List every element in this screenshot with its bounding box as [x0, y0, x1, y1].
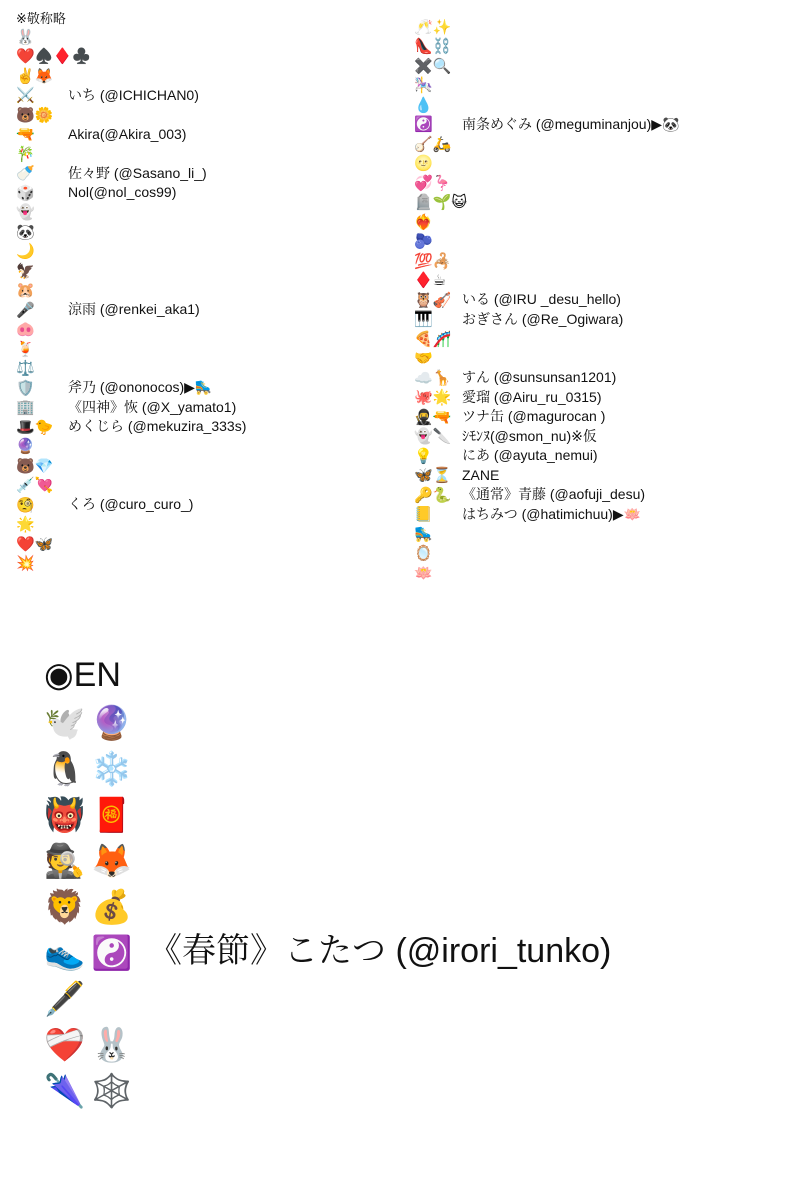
member-row [16, 476, 91, 496]
member-row [414, 212, 467, 232]
member-emoji-icon: 🔫 [16, 126, 35, 144]
member-row [414, 485, 646, 505]
member-emoji-icon: 💡 [414, 447, 433, 465]
member-emoji-icon: 🏢 [16, 399, 35, 417]
member-row [414, 407, 606, 427]
member-emoji-icon: 🍼 [16, 165, 35, 183]
member-row [16, 456, 91, 476]
member-row [414, 505, 642, 525]
member-row [16, 437, 91, 457]
member-row [16, 281, 91, 301]
member-emoji-icon: ⚔️ [16, 87, 35, 105]
member-emoji-icon: 🎋 [16, 145, 35, 163]
member-emoji-icon: 🪞 [414, 545, 433, 563]
member-name: 《春節》こたつ (@irori_tunko) [148, 932, 612, 970]
member-emoji-icon: 🎲 [16, 184, 35, 202]
member-row [414, 134, 467, 154]
member-row [16, 47, 91, 67]
member-name: はちみつ (@hatimichuu)▶︎🪷 [462, 505, 642, 522]
member-row [16, 554, 91, 574]
member-emoji-icon: 💉💘 [16, 477, 54, 495]
member-emoji-icon: 👟☯️ [44, 934, 139, 972]
member-row [16, 495, 194, 515]
member-name: すん (@sunsunsan1201) [462, 369, 617, 385]
member-row [414, 349, 467, 369]
member-emoji-icon: ❤️‍🔥 [414, 213, 433, 231]
member-emoji-icon: ☯️ [414, 116, 433, 134]
member-emoji-icon: 🪕🛵 [414, 135, 452, 153]
member-emoji-icon: 🕵️🦊 [44, 842, 139, 880]
member-row [414, 446, 598, 466]
member-emoji-icon: 💧 [414, 96, 433, 114]
member-row [44, 974, 138, 1020]
member-row [414, 251, 467, 271]
member-row [414, 427, 597, 447]
member-row [44, 1066, 138, 1112]
member-emoji-icon: 🎠 [414, 77, 433, 95]
member-emoji-icon: 🫐 [414, 233, 433, 251]
member-name: ZANE [462, 466, 500, 483]
member-name: 愛瑠 (@Airu_ru_0315) [462, 388, 602, 405]
member-row [414, 388, 602, 408]
left-member-list [16, 27, 247, 573]
member-emoji-icon: 🐽 [16, 321, 35, 339]
member-emoji-icon: 🐙🌟 [414, 389, 452, 407]
member-row [414, 193, 467, 213]
member-row [414, 368, 617, 388]
member-row [16, 222, 91, 242]
member-name: いる (@IRU _desu_hello) [462, 291, 621, 307]
member-name: いち (@ICHICHAN0) [68, 86, 199, 103]
member-row [16, 359, 91, 379]
en-title: ◉EN [44, 656, 121, 694]
member-row [16, 203, 91, 223]
member-row [16, 339, 91, 359]
member-row [16, 105, 91, 125]
member-emoji-icon: 🪷 [414, 564, 433, 582]
member-emoji-icon: 🧐 [16, 496, 35, 514]
member-name: 《通常》青藤 (@aofuji_desu) [462, 486, 646, 502]
member-row [16, 300, 200, 320]
member-emoji-icon: ❤️‍🩹🐰 [44, 1026, 139, 1064]
member-row [16, 398, 237, 418]
member-row [16, 515, 91, 535]
member-emoji-icon: ⚖️ [16, 360, 35, 378]
member-row [414, 17, 467, 37]
member-emoji-icon: 🔑🐍 [414, 486, 452, 504]
member-name: 佐々野 (@Sasano_li_) [68, 164, 207, 181]
member-emoji-icon: 🖋️ [44, 980, 92, 1018]
member-emoji-icon: 🐼 [16, 223, 35, 241]
member-name: おぎさん (@Re_Ogiwara) [462, 310, 624, 327]
member-emoji-icon: 🐹 [16, 282, 35, 300]
member-emoji-icon: 🐧❄️ [44, 750, 139, 788]
member-emoji-icon: ❤️♠️♦️♣️ [16, 48, 91, 66]
member-emoji-icon: 🐰 [16, 28, 35, 46]
member-name: ｼﾓﾝﾇ(@smon_nu)※仮 [462, 427, 597, 444]
member-name: Nol(@nol_cos99) [68, 184, 177, 200]
member-emoji-icon: 🎹 [414, 311, 433, 329]
member-emoji-icon: 🪦🌱😺 [414, 194, 467, 212]
member-emoji-icon: 🦁💰 [44, 888, 139, 926]
member-emoji-icon: 🤝 [414, 350, 433, 368]
member-row [44, 1020, 138, 1066]
member-emoji-icon: 👻 [16, 204, 35, 222]
member-emoji-icon: 💯🦂 [414, 252, 452, 270]
right-member-list [414, 17, 680, 583]
member-emoji-icon: 🎤 [16, 301, 35, 319]
member-emoji-icon: 👻🔪 [414, 428, 452, 446]
member-row [414, 329, 467, 349]
member-row [414, 37, 467, 57]
member-row [44, 928, 612, 974]
member-row [44, 836, 138, 882]
en-member-list [44, 698, 612, 1112]
member-emoji-icon: 🦉🎻 [414, 291, 452, 309]
member-row [414, 466, 500, 486]
member-row [16, 27, 91, 47]
member-emoji-icon: 💞🦩 [414, 174, 452, 192]
member-emoji-icon: 🕊️🔮 [44, 704, 139, 742]
member-row [16, 125, 187, 145]
member-name: 涼雨 (@renkei_aka1) [68, 301, 200, 317]
member-row [44, 744, 138, 790]
member-emoji-icon: 🥂✨ [414, 18, 452, 36]
member-row [16, 183, 177, 203]
member-emoji-icon: 🐻🌼 [16, 106, 54, 124]
member-emoji-icon: 📒 [414, 506, 433, 524]
member-row [414, 173, 467, 193]
member-name: 《四神》恢 (@X_yamato1) [68, 398, 237, 415]
member-row [44, 698, 138, 744]
member-row [414, 524, 467, 544]
member-emoji-icon: 🌂🕸️ [44, 1072, 139, 1110]
member-row [16, 417, 247, 437]
member-emoji-icon: ✌️🦊 [16, 67, 54, 85]
member-row [414, 115, 680, 135]
member-emoji-icon: ✖️🔍 [414, 57, 452, 75]
member-emoji-icon: 🦋⏳ [414, 467, 452, 485]
member-emoji-icon: 👹🧧 [44, 796, 139, 834]
member-row [414, 310, 624, 330]
member-row [16, 164, 207, 184]
member-row [16, 378, 213, 398]
member-emoji-icon: 💥 [16, 555, 35, 573]
member-name: 南条めぐみ (@meguminanjou)▶︎🐼 [462, 115, 680, 132]
member-row [44, 882, 138, 928]
member-name: めくじら (@mekuzira_333s) [68, 418, 247, 434]
member-name: くろ (@curo_curo_) [68, 496, 194, 512]
member-row [16, 144, 91, 164]
member-row [414, 271, 467, 291]
member-emoji-icon: 🎩🐤 [16, 418, 54, 436]
member-emoji-icon: 🌝 [414, 155, 433, 173]
member-row [16, 320, 91, 340]
member-emoji-icon: 🌙 [16, 243, 35, 261]
member-name: Akira(@Akira_003) [68, 125, 187, 142]
member-emoji-icon: 🍹 [16, 340, 35, 358]
member-emoji-icon: 🔮 [16, 438, 35, 456]
member-row [414, 232, 467, 252]
member-row [414, 544, 467, 564]
member-emoji-icon: ☁️🦒 [414, 369, 452, 387]
member-row [414, 76, 467, 96]
member-emoji-icon: 🛼 [414, 525, 433, 543]
member-name: ツナ缶 (@magurocan ) [462, 408, 606, 424]
member-emoji-icon: ❤️🦋 [16, 535, 54, 553]
member-row [16, 242, 91, 262]
member-row [44, 790, 138, 836]
honorifics-note: ※敬称略 [16, 11, 66, 26]
member-row [414, 56, 467, 76]
member-row [414, 290, 621, 310]
member-row [16, 261, 91, 281]
member-emoji-icon: 👠⛓️ [414, 38, 452, 56]
member-name: にあ (@ayuta_nemui) [462, 447, 598, 463]
member-emoji-icon: 🌟 [16, 516, 35, 534]
member-row [414, 563, 467, 583]
member-emoji-icon: ♦️☕ [414, 272, 447, 290]
member-row [414, 154, 467, 174]
member-name: 斧乃 (@ononocos)▶︎🛼 [68, 379, 213, 395]
member-row [414, 95, 467, 115]
member-emoji-icon: 🍕🎢 [414, 330, 452, 348]
en-section [44, 652, 612, 1112]
member-emoji-icon: 🦅 [16, 262, 35, 280]
member-row [16, 66, 91, 86]
member-emoji-icon: 🐻💎 [16, 457, 54, 475]
member-emoji-icon: 🥷🔫 [414, 408, 452, 426]
member-emoji-icon: 🛡️ [16, 379, 35, 397]
member-row [16, 534, 91, 554]
member-row [16, 86, 199, 106]
